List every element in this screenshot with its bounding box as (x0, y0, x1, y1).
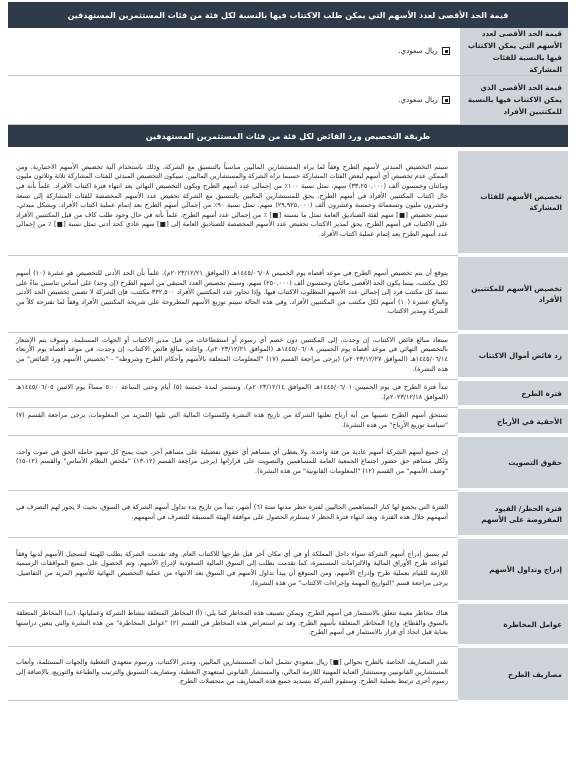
row-label: عوامل المخاطرة (458, 602, 568, 646)
row-label: إدراج وتداول الأسهم (458, 537, 568, 602)
row-value (398, 94, 452, 105)
row-text: تقدر المصاريف الخاصة بالطرح بحوالي [■] ريال سعودي تشمل أتعاب المستشارين الماليين، ومدير الاكتتاب، ورسوم متعهدي التغطية والجهات المستلمة، وأتعاب المستشارين القانونيين ومستشار العناية المهنية اللازمة المالي، والمستشار القانوني لمتعهدي التغطية، ومصاريف التسويق والترتيب والطباعة والتوزيع، بالإضافة إلى رسوم أخرى ترتبط بعملية الطرح. وستقوم الشركة بتسديد جميع هذه المصاريف من متحصلات الطرح. (8, 646, 458, 700)
table-row (8, 149, 568, 255)
table-row (8, 255, 568, 332)
table-row (8, 435, 568, 490)
row-text: الفترة التي يخضع لها كبار المساهمين الحاليين لفترة حظر مدتها ستة (٦) أشهر، تبدأ من تاريخ بدء تداول أسهم الشركة في السوق، بحيث لا يجوز لهم التصرف في أسهمهم خلال هذه الفترة. وبعد انتهاء فترة الحظر لا يستلزم الحصول على موافقة الهيئة المسبقة للتصرف في أسهمهم. (8, 490, 458, 537)
placeholder-box-icon (442, 47, 450, 55)
row-text: سيتم التخصيص المبدئي لأسهم الطرح وفقاً لما يراه المستشارين الماليين مناسباً بالتنسيق مع الشركة، وذلك باستخدام آلية تخصيص الأسهم الاختيارية. ومن الممكن عدم تخصيص أي أسهم لبعض الفئات المشاركة حسبما تراه الشركة والمستشارين الماليين. سيكون التخصيص المبدئي للفئات المشاركة ثلاثة وثلاثون مليون ومائتان وخمسون ألف (٣٣,٢٥٠,٠٠٠) سهم، تمثل نسبة ١٠٠٪ من إجمالي عدد أسهم الطرح ويكون التخصيص النهائي بعد انتهاء فترة اكتتاب الأفراد. علماً بأنه في حال اكتتاب المكتتبين الأفراد في أسهم الطرح، يحق للمستشارين الماليين بالتنسيق مع الشركة تخفيض عدد الأسهم المخصصة للفئات المشاركة إلى تسعة وعشرون مليون وتسعمائة وخمسة وعشرون ألف (٢٩,٩٢٥,٠٠٠) سهم، تمثل نسبة ٩٠٪ من إجمالي أسهم الطرح بعد إتمام عملية اكتتاب الأفراد. وبشكل مبدئي، سيتم تخصيص [■] سهم لفئة الصناديق العامة تمثل ما نسبته [■] ٪ من إجمالي عدد أسهم الطرح، علماً بأنه في حال وجود طلب كاف من قبل المكتتبين الأفراد على الاكتتاب في أسهم الطرح، يحق لمدير الاكتتاب تخفيض عدد الأسهم المخصصة للصناديق العامة إلى [■] سهم عادي كحد أدنى تمثل نسبة [■] ٪ من إجمالي عدد أسهم الطرح بعد إتمام عملية اكتتاب الأفراد. (8, 149, 458, 255)
row-label: الأحقية في الأرباح (458, 407, 568, 435)
row-label: قيمة الحد الأقصى لعدد الأسهم التي يمكن الاكتتاب فيها بالنسبة للفئات المشاركة (460, 28, 568, 75)
max-participating-row (8, 28, 568, 76)
section-header-text: طريقة التخصيص ورد الفائض لكل فئة من فئات المستثمرين المستهدفين (145, 131, 431, 141)
row-text: تبدأ فترة الطرح في يوم الخميس ١٤٤٥/٠٦/٠١هـ (الموافق ٢٠٢٣/١٢/١٤م)، وتستمر لمدة خمسة (٥) أيام وحتى الساعة ٥:٠٠ مساءً يوم الاثنين ١٤٤٥/٠٦/٠٥هـ (الموافق ٢٠٢٣/١٢/١٨م). (8, 379, 458, 407)
table-row (8, 379, 568, 407)
max-retail-row (8, 76, 568, 125)
row-label: حقوق التصويت (458, 435, 568, 490)
row-label: تخصيص الأسهم للفئات المشاركة (458, 149, 568, 255)
row-text: إن جميع أسهم الشركة أسهم عادية من فئة واحدة، ولا يعطي أي مساهم أي حقوق تفضيلية على مساهم آخر، حيث يمنح كل سهم حامله الحق في صوت واحد، ولكل مساهم حق حضور اجتماع الجمعية العامة للمساهمين والتصويت على قراراتها (يرجى مراجعة القسم (١٢-١٣) "ملخص النظام الأساس" والقسم (١٢-١٥) "وصف الأسهم" من القسم (١٢) "المعلومات القانونية" من هذه النشرة). (8, 435, 458, 490)
row-label: مصاريف الطرح (458, 646, 568, 700)
row-text: ستعاد مبالغ فائض الاكتتاب، إن وجدت، إلى المكتتبين دون خصم أي رسوم أو استقطاعات من قبل مدير الاكتتاب أو الجهات المستلمة. وسوف يتم الإشعار بالتخصيص النهائي في موعد أقصاه يوم الخميس ١٤٤٥/٠٦/٠٨هـ (الموافق ٢٠٢٣/١٢/٢١م)، وإعادة مبالغ فائض الاكتتاب، إن وجدت، في موعد أقصاه يوم الأربعاء ١٤٤٥/٠٦/١٤هـ (الموافق ٢٠٢٣/١٢/٢٧م) (يرجى مراجعة القسم (١٧) "المعلومات المتعلقة بالأسهم وأحكام الطرح وشروطه" - "تخصيص الأسهم ورد الفائض" من هذه النشرة). (8, 332, 458, 379)
row-text: هناك مخاطر معينة تتعلق بالاستثمار في أسهم الطرح. ويمكن تصنيف هذه المخاطر كما يلي: (أ) المخاطر المتعلقة بنشاط الشركة وعملياتها، (ب) المخاطر المتعلقة بالسوق والقطاع، و(ج) المخاطر المتعلقة بأسهم الطرح. وقد تم استعراض هذه المخاطر في القسم (٢) "عوامل المخاطرة" من هذه النشرة والتي يتعين دراستها بعناية قبل اتخاذ أي قرار بالاستثمار في أسهم الطرح. (8, 602, 458, 646)
table-row (8, 407, 568, 435)
section-header-text: قيمة الحد الأقصى لعدد الأسهم التي يمكن طلب الاكتتاب فيها بالنسبة لكل فئة من فئات المستثمرين المستهدفين (67, 10, 509, 20)
row-text: يتوقع أن يتم تخصيص أسهم الطرح في موعد أقصاه يوم الخميس ١٤٤٥/٠٦/٠٨هـ (الموافق ٢٠٢٣/١٢/٢١م)، علماً بأن الحد الأدنى للتخصيص هو عشرة (١٠) أسهم لكل مكتتب، بينما يكون الحد الأقصى مائتان وخمسون ألف (٢٥٠,٠٠٠) سهم. وسيتم تخصيص العدد المتبقي من أسهم الطرح (إن وجد) على أساس تناسبي بناءً على نسبة كل مكتتب فرد إلى إجمالي عدد الأسهم المطلوب الاكتتاب فيها. وإذا تجاوز عدد المكتتبين الأفراد ٣٣٢,٥٠٠ مكتتب، فإن الشركة لا تضمن تخصيص الحد الأدنى والبالغ عشرة (١٠) أسهم لكل مكتتب من المكتتبين الأفراد، وفي هذه الحالة سيتم توزيع الأسهم المطروحة على شريحة المكتتبين الأفراد وفقاً لما تقترحه كلاً من الشركة ومدير الاكتتاب. (8, 255, 458, 332)
row-label: فترة الحظر/ القيود المفروضة على الأسهم (458, 490, 568, 537)
section-header-allocation (8, 125, 568, 147)
row-label: تخصيص الأسهم للمكتتبين الأفراد (458, 255, 568, 332)
table-row (8, 537, 568, 602)
table-row (8, 490, 568, 537)
table-row (8, 332, 568, 379)
row-value-text: ريال سعودي. (398, 95, 438, 104)
row-label: فترة الطرح (458, 379, 568, 407)
row-text: لم يسبق إدراج أسهم الشركة سواء داخل المملكة أو في أي مكان آخر قبل طرحها للاكتتاب العام. وقد تقدمت الشركة بطلب للهيئة لتسجيل الأسهم لديها وفقاً لقواعد طرح الأوراق المالية والالتزامات المستمرة، كما تقدمت بطلب إلى السوق المالية السعودية لإدراج الأسهم. وتم الحصول على جميع الموافقات الرسمية اللازمة للقيام بعملية طرح وإدراج الأسهم، ومن المتوقع أن يبدأ تداول الأسهم في السوق بعد الانتهاء من عملية التخصيص النهائية للأسهم (لمزيد من التفاصيل، يرجى مراجعة قسم "التواريخ المهمة وإجراءات الاكتتاب" من هذه النشرة). (8, 537, 458, 602)
row-label: قيمة الحد الأقصى الذي يمكن الاكتتاب فيها بالنسبة للمكتتبين الأفراد (460, 76, 568, 124)
row-value (398, 45, 452, 56)
offering-terms-table (8, 147, 568, 701)
row-label: رد فائض أموال الاكتتاب (458, 332, 568, 379)
row-text: تستحق أسهم الطرح نصيبها من أية أرباح تعلنها الشركة من تاريخ هذه النشرة وللسنوات المالية التي تليها (للمزيد من المعلومات، يرجى مراجعة القسم (٧) "سياسة توزيع الأرباح" من هذه النشرة). (8, 407, 458, 435)
table-row (8, 646, 568, 700)
row-value-text: ريال سعودي. (398, 46, 438, 55)
table-row (8, 602, 568, 646)
section-header-max-subscription (8, 2, 568, 28)
placeholder-box-icon (442, 96, 450, 104)
